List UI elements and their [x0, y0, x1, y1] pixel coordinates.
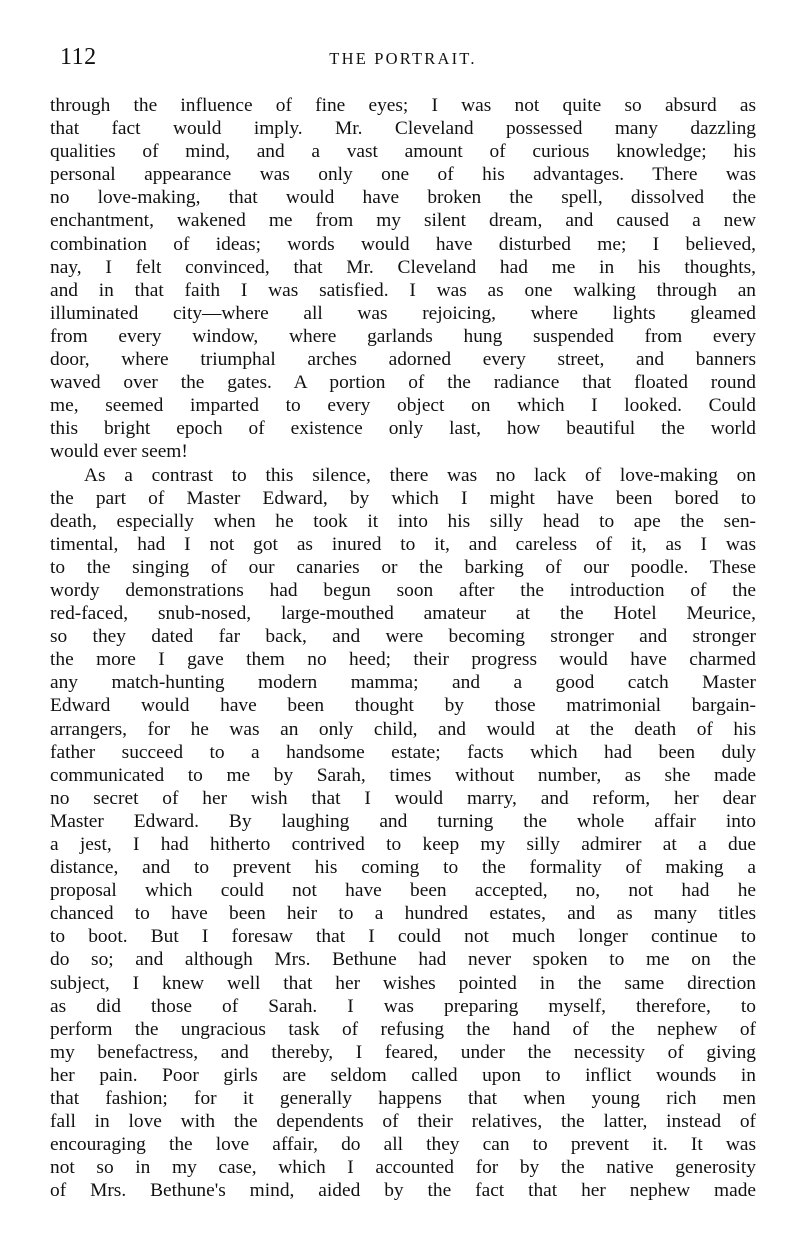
- text-line: distance, and to prevent his coming to the formality of making a: [50, 857, 756, 879]
- text-line: waved over the gates. A portion of the radiance that floated round: [50, 372, 756, 394]
- text-line: chanced to have been heir to a hundred estates, and as many titles: [50, 903, 756, 925]
- text-line: nay, I felt convinced, that Mr. Cleveland had me in his thoughts,: [50, 256, 756, 278]
- text-line: so they dated far back, and were becoming stronger and stronger: [50, 626, 756, 648]
- text-line: to boot. But I foresaw that I could not much longer continue to: [50, 926, 756, 948]
- text-line: door, where triumphal arches adorned every street, and banners: [50, 349, 756, 371]
- text-line: Edward would have been thought by those matrimonial bargain-: [50, 695, 756, 717]
- text-line: communicated to me by Sarah, times without number, as she made: [50, 764, 756, 786]
- text-line: personal appearance was only one of his advantages. There was: [50, 164, 756, 186]
- text-line: perform the ungracious task of refusing the hand of the nephew of: [50, 1018, 756, 1040]
- text-line: arrangers, for he was an only child, and would at the death of his: [50, 718, 756, 740]
- text-line: illuminated city—where all was rejoicing, where lights gleamed: [50, 302, 756, 324]
- text-line: a jest, I had hitherto contrived to keep my silly admirer at a due: [50, 834, 756, 855]
- text-line: not so in my case, which I accounted for by the native generosity: [50, 1157, 756, 1179]
- text-line: my benefactress, and thereby, I feared, under the necessity of giving: [50, 1041, 756, 1063]
- text-line: me, seemed imparted to every object on which I looked. Could: [50, 395, 756, 417]
- text-line: wordy demonstrations had begun soon after the introduction of the: [50, 579, 756, 601]
- paragraph-start-line: As a contrast to this silence, there was no lack of love-making on: [84, 464, 756, 486]
- text-line: to the singing of our canaries or the barking of our poodle. These: [50, 556, 756, 578]
- text-line: enchantment, wakened me from my silent dream, and caused a new: [50, 210, 756, 232]
- text-line: qualities of mind, and a vast amount of curious knowledge; his: [50, 141, 756, 163]
- text-line: proposal which could not have been accepted, no, not had he: [50, 880, 756, 902]
- paragraph-end-line: would ever seem!: [50, 441, 188, 463]
- text-line: timental, had I not got as inured to it, and careless of it, as I was: [50, 533, 756, 555]
- text-line: father succeed to a handsome estate; facts which had been duly: [50, 741, 756, 763]
- text-line: encouraging the love affair, do all they can to prevent it. It was: [50, 1134, 756, 1156]
- text-line: that fact would imply. Mr. Cleveland possessed many dazzling: [50, 118, 756, 140]
- text-line: the more I gave them no heed; their progress would have charmed: [50, 649, 756, 671]
- text-line: this bright epoch of existence only last, how beautiful the world: [50, 418, 756, 440]
- text-line: the part of Master Edward, by which I might have been bored to: [50, 487, 756, 509]
- text-line: of Mrs. Bethune's mind, aided by the fact that her nephew made: [50, 1180, 756, 1202]
- text-line: fall in love with the dependents of their relatives, the latter, instead of: [50, 1111, 756, 1133]
- text-line: from every window, where garlands hung suspended from every: [50, 325, 756, 347]
- text-line: through the influence of fine eyes; I was not quite so absurd as: [50, 95, 756, 116]
- text-line: subject, I knew well that her wishes pointed in the same direction: [50, 972, 756, 994]
- body-text: [50, 94, 756, 1203]
- text-line: no love-making, that would have broken the spell, dissolved the: [50, 187, 756, 209]
- text-line: her pain. Poor girls are seldom called upon to inflict wounds in: [50, 1064, 756, 1086]
- text-line: do so; and although Mrs. Bethune had never spoken to me on the: [50, 949, 756, 971]
- page-number: 112: [60, 44, 97, 70]
- page-header: [46, 44, 760, 74]
- text-line: no secret of her wish that I would marry, and reform, her dear: [50, 787, 756, 809]
- text-line: that fashion; for it generally happens that when young rich men: [50, 1088, 756, 1110]
- text-line: any match-hunting modern mamma; and a good catch Master: [50, 672, 756, 694]
- text-line: and in that faith I was satisfied. I was as one walking through an: [50, 279, 756, 301]
- text-line: red-faced, snub-nosed, large-mouthed amateur at the Hotel Meurice,: [50, 603, 756, 625]
- text-line: death, especially when he took it into his silly head to ape the sen-: [50, 510, 756, 532]
- text-line: Master Edward. By laughing and turning the whole affair into: [50, 810, 756, 832]
- text-line: as did those of Sarah. I was preparing myself, therefore, to: [50, 995, 756, 1017]
- running-title: THE PORTRAIT.: [329, 49, 477, 68]
- text-line: combination of ideas; words would have disturbed me; I believed,: [50, 233, 756, 255]
